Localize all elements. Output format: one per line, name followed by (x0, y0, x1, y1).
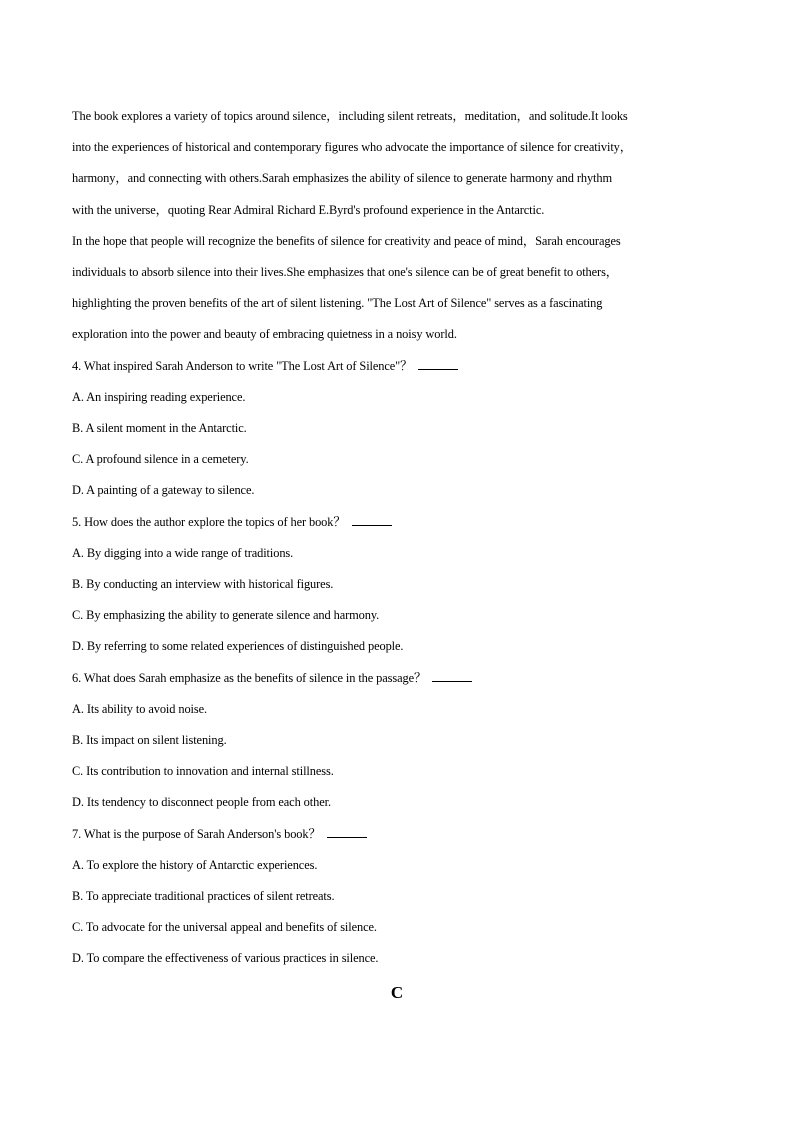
passage-line: The book explores a variety of topics around silence，including silent retreats，meditation，and solitude.It looks (72, 109, 628, 123)
question-text (72, 351, 724, 382)
document-content (72, 101, 724, 975)
passage-line: individuals to absorb silence into their lives.She emphasizes that one's silence can be of great benefit to others， (72, 265, 619, 280)
passage-line: exploration into the power and beauty of embracing quietness in a noisy world. (72, 327, 457, 342)
answer-option: D. To compare the effectiveness of various practices in silence. (72, 951, 379, 966)
passage-line: highlighting the proven benefits of the art of silent listening. "The Lost Art of Silence" serves as a fascinating (72, 296, 603, 311)
passage (72, 101, 724, 351)
question-prompt: 4. What inspired Sarah Anderson to write "The Lost Art of Silence"？ (72, 358, 413, 373)
question-prompt: 5. How does the author explore the topics of her book？ (72, 514, 346, 529)
question-prompt: 6. What does Sarah emphasize as the benefits of silence in the passage？ (72, 670, 427, 685)
question-text (72, 819, 724, 850)
question-7 (72, 819, 724, 975)
answer-option: B. A silent moment in the Antarctic. (72, 421, 247, 436)
passage-line: into the experiences of historical and contemporary figures who advocate the importance of silence for creativity， (72, 140, 633, 155)
answer-blank[interactable] (327, 836, 367, 838)
question-6 (72, 663, 724, 819)
answer-option: A. By digging into a wide range of traditions. (72, 545, 294, 560)
question-4 (72, 351, 724, 507)
passage-line: with the universe，quoting Rear Admiral Richard E.Byrd's profound experience in the Antarctic. (72, 202, 545, 217)
answer-option: C. By emphasizing the ability to generate silence and harmony. (72, 608, 380, 623)
passage-line: In the hope that people will recognize the benefits of silence for creativity and peace of mind，Sarah encourages (72, 233, 621, 248)
section-heading: C (390, 983, 404, 1002)
answer-option: C. A profound silence in a cemetery. (72, 452, 249, 467)
answer-option: C. Its contribution to innovation and internal stillness. (72, 764, 334, 779)
answer-option: B. To appreciate traditional practices of silent retreats. (72, 889, 335, 904)
question-text (72, 663, 724, 694)
question-prompt: 7. What is the purpose of Sarah Anderson's book？ (72, 826, 321, 841)
question-5 (72, 507, 724, 663)
answer-option: B. By conducting an interview with historical figures. (72, 577, 334, 592)
answer-option: D. Its tendency to disconnect people from each other. (72, 795, 331, 810)
answer-option: A. Its ability to avoid noise. (72, 701, 208, 716)
answer-option: D. By referring to some related experiences of distinguished people. (72, 639, 404, 654)
answer-blank[interactable] (418, 368, 458, 370)
answer-blank[interactable] (352, 524, 392, 526)
answer-option: C. To advocate for the universal appeal and benefits of silence. (72, 920, 377, 935)
answer-option: A. An inspiring reading experience. (72, 389, 246, 404)
answer-option: A. To explore the history of Antarctic experiences. (72, 857, 318, 872)
answer-blank[interactable] (432, 680, 472, 682)
answer-option: B. Its impact on silent listening. (72, 733, 227, 748)
question-text (72, 507, 724, 538)
answer-option: D. A painting of a gateway to silence. (72, 483, 255, 498)
passage-line: harmony，and connecting with others.Sarah emphasizes the ability of silence to generate harmony and rhythm (72, 171, 613, 186)
